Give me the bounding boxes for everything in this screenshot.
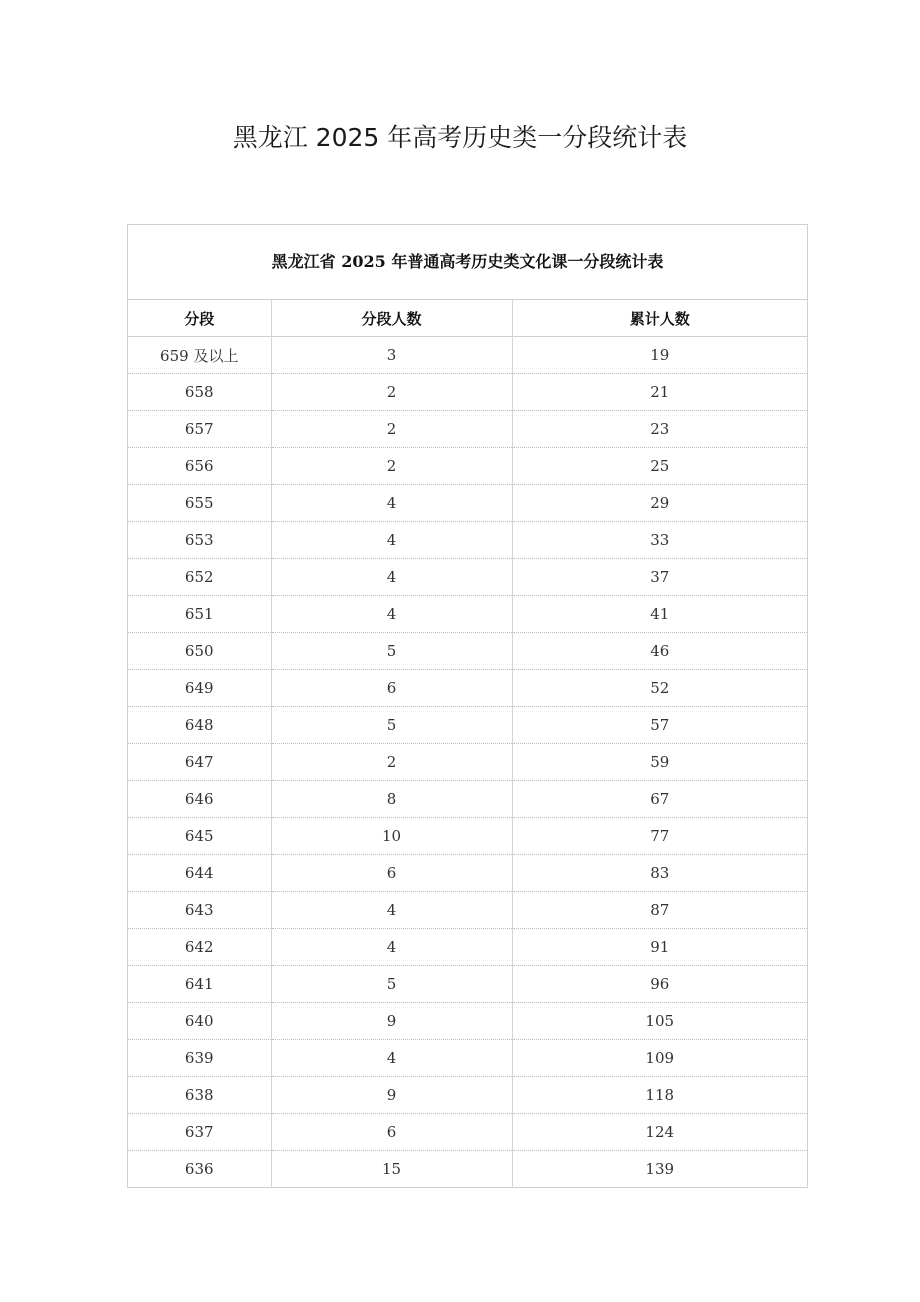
cell-score: 653 xyxy=(128,522,271,559)
cell-score: 659 及以上 xyxy=(128,337,271,374)
table-row xyxy=(128,781,807,818)
table-row xyxy=(128,929,807,966)
cell-score: 636 xyxy=(128,1151,271,1188)
cell-cumulative: 25 xyxy=(512,448,807,485)
cell-cumulative: 19 xyxy=(512,337,807,374)
table-row xyxy=(128,1077,807,1114)
header-score: 分段 xyxy=(128,300,271,337)
cell-count: 4 xyxy=(271,485,512,522)
table-row xyxy=(128,485,807,522)
cell-cumulative: 41 xyxy=(512,596,807,633)
cell-score: 637 xyxy=(128,1114,271,1151)
cell-score: 645 xyxy=(128,818,271,855)
table-row xyxy=(128,1151,807,1188)
cell-score: 638 xyxy=(128,1077,271,1114)
cell-cumulative: 139 xyxy=(645,1160,675,1178)
cell-score: 658 xyxy=(128,374,271,411)
cell-cumulative: 124 xyxy=(512,1114,807,1151)
table-row xyxy=(128,744,807,781)
cell-count: 4 xyxy=(271,1040,512,1077)
table-row xyxy=(128,1003,807,1040)
cell-cumulative: 21 xyxy=(512,374,807,411)
cell-score: 650 xyxy=(128,633,271,670)
cell-score: 652 xyxy=(128,559,271,596)
table-body xyxy=(128,337,807,1188)
cell-count: 5 xyxy=(271,966,512,1003)
table-row xyxy=(128,818,807,855)
cell-cumulative: 52 xyxy=(512,670,807,707)
page-title: 黑龙江 2025 年高考历史类一分段统计表 xyxy=(232,123,688,152)
cell-cumulative: 33 xyxy=(512,522,807,559)
cell-count: 2 xyxy=(271,744,512,781)
cell-cumulative: 37 xyxy=(512,559,807,596)
cell-count: 4 xyxy=(271,522,512,559)
cell-score: 649 xyxy=(128,670,271,707)
table-row xyxy=(128,559,807,596)
table-row xyxy=(128,707,807,744)
cell-count: 2 xyxy=(271,411,512,448)
cell-cumulative: 23 xyxy=(512,411,807,448)
cell-count: 6 xyxy=(271,670,512,707)
cell-cumulative: 59 xyxy=(512,744,807,781)
cell-count: 5 xyxy=(271,707,512,744)
cell-score: 655 xyxy=(128,485,271,522)
score-table-container xyxy=(127,224,808,1188)
cell-count: 8 xyxy=(271,781,512,818)
header-cumulative: 累计人数 xyxy=(512,300,807,337)
cell-cumulative: 67 xyxy=(512,781,807,818)
cell-score: 641 xyxy=(128,966,271,1003)
cell-score: 640 xyxy=(128,1003,271,1040)
score-distribution-table xyxy=(128,300,807,1187)
cell-cumulative: 46 xyxy=(512,633,807,670)
cell-count: 3 xyxy=(271,337,512,374)
cell-count: 4 xyxy=(271,892,512,929)
cell-score: 643 xyxy=(128,892,271,929)
cell-count: 9 xyxy=(271,1003,512,1040)
cell-score: 656 xyxy=(128,448,271,485)
cell-count: 5 xyxy=(271,633,512,670)
table-row xyxy=(128,522,807,559)
table-row xyxy=(128,892,807,929)
table-row xyxy=(128,966,807,1003)
cell-cumulative: 96 xyxy=(512,966,807,1003)
cell-score: 642 xyxy=(128,929,271,966)
cell-count: 9 xyxy=(271,1077,512,1114)
cell-score: 646 xyxy=(128,781,271,818)
table-row xyxy=(128,1114,807,1151)
table-row xyxy=(128,448,807,485)
cell-score: 657 xyxy=(128,411,271,448)
cell-count: 2 xyxy=(271,374,512,411)
cell-count: 6 xyxy=(271,855,512,892)
cell-cumulative: 118 xyxy=(512,1077,807,1114)
cell-score: 651 xyxy=(128,596,271,633)
cell-count: 4 xyxy=(271,596,512,633)
cell-score: 648 xyxy=(128,707,271,744)
table-row xyxy=(128,596,807,633)
cell-cumulative: 109 xyxy=(512,1040,807,1077)
table-header-row xyxy=(128,300,807,337)
cell-cumulative: 105 xyxy=(512,1003,807,1040)
cell-count: 6 xyxy=(271,1114,512,1151)
cell-count: 2 xyxy=(271,448,512,485)
table-row xyxy=(128,374,807,411)
table-row xyxy=(128,855,807,892)
table-caption: 黑龙江省 2025 年普通高考历史类文化课一分段统计表 xyxy=(128,225,807,300)
cell-cumulative: 29 xyxy=(512,485,807,522)
cell-cumulative: 87 xyxy=(512,892,807,929)
table-row xyxy=(128,670,807,707)
header-count: 分段人数 xyxy=(271,300,512,337)
cell-score: 647 xyxy=(128,744,271,781)
cell-count: 4 xyxy=(271,559,512,596)
cell-count: 10 xyxy=(271,818,512,855)
cell-cumulative: 83 xyxy=(512,855,807,892)
table-row xyxy=(128,411,807,448)
table-row xyxy=(128,1040,807,1077)
cell-score: 639 xyxy=(128,1040,271,1077)
table-row xyxy=(128,337,807,374)
cell-cumulative: 77 xyxy=(512,818,807,855)
cell-count: 15 xyxy=(271,1151,512,1188)
table-row xyxy=(128,633,807,670)
cell-count: 4 xyxy=(271,929,512,966)
cell-cumulative: 91 xyxy=(512,929,807,966)
cell-cumulative: 57 xyxy=(512,707,807,744)
cell-score: 644 xyxy=(128,855,271,892)
